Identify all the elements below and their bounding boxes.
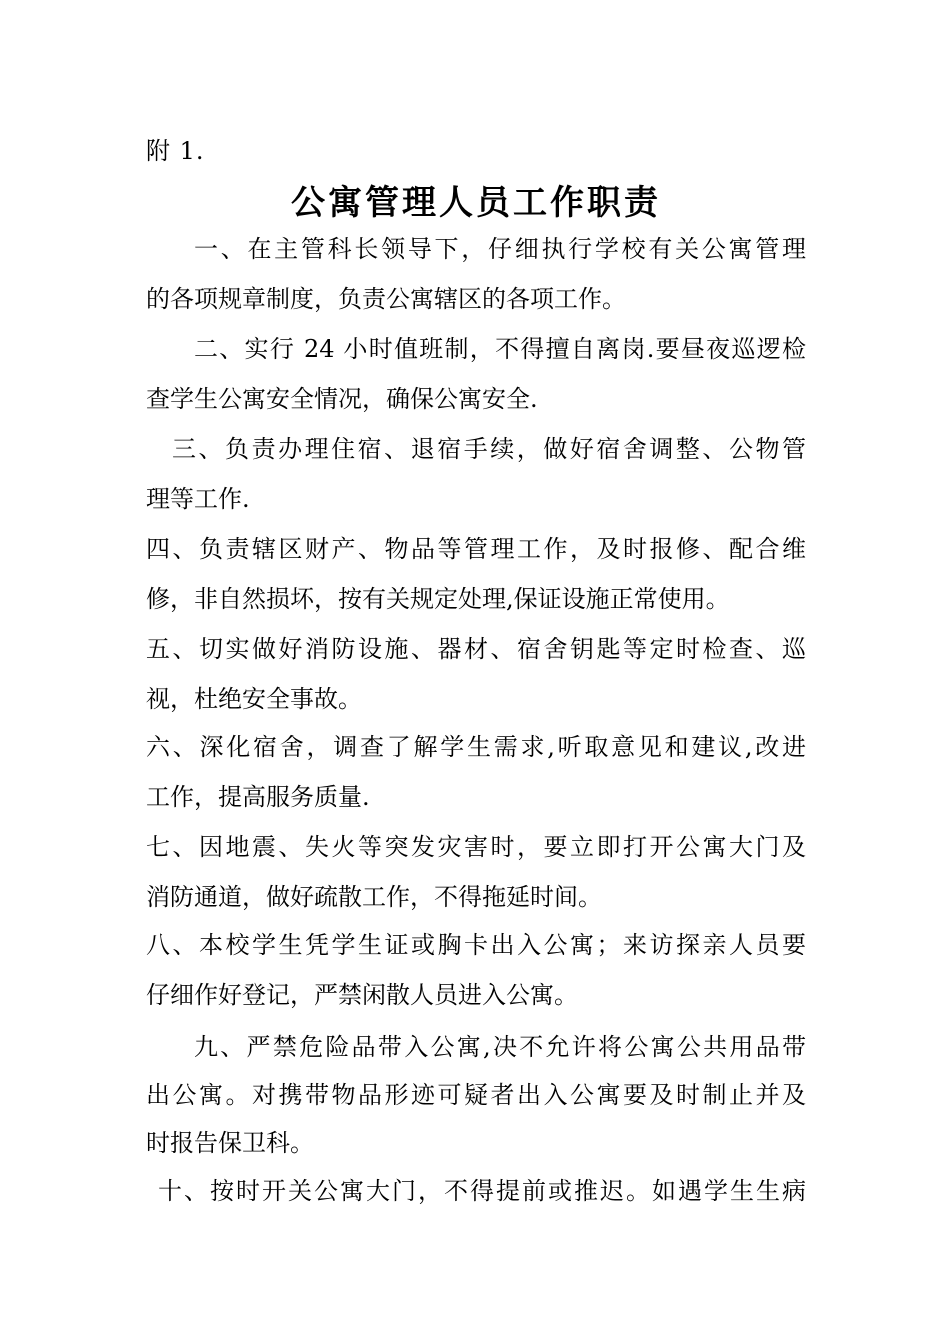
text-line: 一、在主管科长领导下，仔细执行学校有关公寓管理 xyxy=(194,235,806,263)
text-line: 六、深化宿舍，调查了解学生需求,听取意见和建议,改进 xyxy=(146,733,806,761)
text-line: 仔细作好登记，严禁闲散人员进入公寓。 xyxy=(146,981,578,1009)
text-line: 二、实行 24 小时值班制，不得擅自离岗.要昼夜巡逻检 xyxy=(194,335,806,363)
attachment-label: 附 1. xyxy=(146,137,205,165)
text-line: 十、按时开关公寓大门，不得提前或推迟。如遇学生生病 xyxy=(158,1177,806,1205)
text-line: 五、切实做好消防设施、器材、宿舍钥匙等定时检查、巡 xyxy=(146,635,806,663)
document-title: 公寓管理人员工作职责 xyxy=(291,183,661,223)
text-line: 的各项规章制度，负责公寓辖区的各项工作。 xyxy=(146,285,626,313)
text-line: 查学生公寓安全情况，确保公寓安全. xyxy=(146,385,538,413)
text-line: 七、因地震、失火等突发灾害时，要立即打开公寓大门及 xyxy=(146,833,806,861)
text-line: 八、本校学生凭学生证或胸卡出入公寓；来访探亲人员要 xyxy=(146,931,806,959)
text-line: 理等工作. xyxy=(146,485,250,513)
text-line: 修，非自然损坏，按有关规定处理,保证设施正常使用。 xyxy=(146,585,730,613)
text-line: 九、严禁危险品带入公寓,决不允许将公寓公共用品带 xyxy=(194,1033,806,1061)
text-line: 四、负责辖区财产、物品等管理工作，及时报修、配合维 xyxy=(146,535,806,563)
text-line: 时报告保卫科。 xyxy=(146,1129,314,1157)
text-line: 视，杜绝安全事故。 xyxy=(146,685,362,713)
text-line: 消防通道，做好疏散工作，不得拖延时间。 xyxy=(146,883,602,911)
text-line: 三、负责办理住宿、退宿手续，做好宿舍调整、公物管 xyxy=(172,435,806,463)
text-line: 出公寓。对携带物品形迹可疑者出入公寓要及时制止并及 xyxy=(146,1081,806,1109)
text-line: 工作，提高服务质量. xyxy=(146,783,370,811)
